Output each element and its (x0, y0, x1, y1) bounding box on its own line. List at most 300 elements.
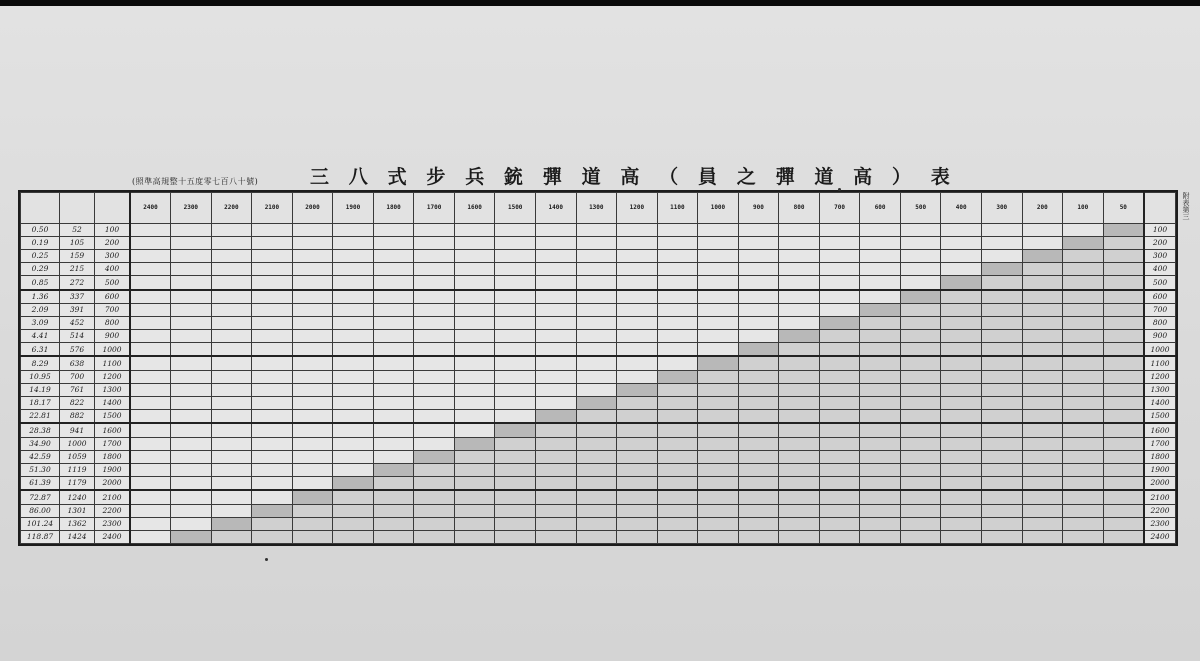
trajectory-cell (779, 224, 820, 237)
sight-range-cell: 1300 (95, 383, 131, 396)
trajectory-cell (130, 437, 171, 450)
trajectory-cell (414, 476, 455, 490)
trajectory-cell (130, 356, 171, 370)
trajectory-cell (576, 356, 617, 370)
trajectory-cell (657, 410, 698, 424)
distance-header: 800 (779, 193, 820, 224)
trajectory-cell (211, 276, 252, 290)
trajectory-cell (292, 250, 333, 263)
trajectory-cell (1063, 276, 1104, 290)
trajectory-cell (1022, 276, 1063, 290)
trajectory-cell (252, 410, 293, 424)
trajectory-cell (1063, 237, 1104, 250)
drop-value-cell: 34.90 (21, 437, 60, 450)
trajectory-cell (617, 356, 658, 370)
distance-header: 700 (819, 193, 860, 224)
trajectory-cell (698, 263, 739, 276)
trajectory-cell (373, 263, 414, 276)
trajectory-cell (1103, 396, 1144, 409)
title-char: 表 (930, 166, 950, 188)
trajectory-cell (576, 237, 617, 250)
trajectory-cell (1063, 490, 1104, 504)
time-value-cell: 452 (60, 317, 95, 330)
trajectory-cell (130, 224, 171, 237)
trajectory-cell (698, 410, 739, 424)
trajectory-cell (900, 410, 941, 424)
trajectory-cell (941, 276, 982, 290)
trajectory-cell (333, 276, 374, 290)
trajectory-cell (414, 303, 455, 316)
trajectory-cell (779, 317, 820, 330)
trajectory-cell (454, 356, 495, 370)
trajectory-cell (252, 290, 293, 304)
trajectory-cell (738, 290, 779, 304)
sight-range-cell: 1000 (95, 343, 131, 357)
trajectory-cell (779, 396, 820, 409)
trajectory-cell (211, 303, 252, 316)
trajectory-cell (941, 423, 982, 437)
trajectory-cell (860, 463, 901, 476)
trajectory-cell (900, 250, 941, 263)
trajectory-cell (738, 343, 779, 357)
trajectory-cell (130, 383, 171, 396)
table-row (21, 396, 1176, 409)
trajectory-cell (738, 263, 779, 276)
trajectory-cell (819, 463, 860, 476)
time-value-cell: 1362 (60, 517, 95, 530)
trajectory-cell (1063, 504, 1104, 517)
trajectory-cell (130, 237, 171, 250)
trajectory-cell (454, 437, 495, 450)
sight-range-cell: 100 (95, 224, 131, 237)
trajectory-cell (1103, 290, 1144, 304)
trajectory-cell (576, 463, 617, 476)
paper-speck (838, 188, 841, 191)
trajectory-cell (860, 504, 901, 517)
trajectory-cell (414, 370, 455, 383)
trajectory-cell (981, 303, 1022, 316)
trajectory-cell (414, 383, 455, 396)
trajectory-cell (373, 463, 414, 476)
trajectory-cell (981, 263, 1022, 276)
trajectory-cell (981, 224, 1022, 237)
trajectory-cell (1063, 343, 1104, 357)
trajectory-table (18, 190, 1178, 546)
trajectory-cell (1103, 276, 1144, 290)
drop-value-cell: 118.87 (21, 530, 60, 543)
table-row (21, 317, 1176, 330)
trajectory-cell (981, 356, 1022, 370)
trajectory-cell (738, 317, 779, 330)
trajectory-cell (211, 530, 252, 543)
trajectory-cell (698, 530, 739, 543)
drop-value-cell: 51.30 (21, 463, 60, 476)
trajectory-cell (779, 263, 820, 276)
table-row (21, 370, 1176, 383)
sight-range-cell: 900 (95, 330, 131, 343)
table-row (21, 383, 1176, 396)
trajectory-cell (1103, 263, 1144, 276)
trajectory-cell (171, 383, 212, 396)
trajectory-cell (657, 290, 698, 304)
trajectory-cell (738, 330, 779, 343)
trajectory-cell (1063, 303, 1104, 316)
trajectory-cell (171, 290, 212, 304)
trajectory-cell (981, 423, 1022, 437)
trajectory-cell (292, 276, 333, 290)
trajectory-cell (576, 396, 617, 409)
table-row (21, 490, 1176, 504)
trajectory-cell (1022, 410, 1063, 424)
trajectory-cell (252, 517, 293, 530)
table-row (21, 290, 1176, 304)
paper-speck (265, 558, 268, 561)
trajectory-cell (698, 504, 739, 517)
trajectory-cell (130, 450, 171, 463)
trajectory-cell (941, 317, 982, 330)
drop-value-cell: 28.38 (21, 423, 60, 437)
trajectory-cell (130, 504, 171, 517)
trajectory-cell (819, 410, 860, 424)
range-label-cell: 1000 (1144, 343, 1176, 357)
trajectory-cell (535, 410, 576, 424)
trajectory-cell (1103, 383, 1144, 396)
table-row (21, 423, 1176, 437)
trajectory-cell (900, 303, 941, 316)
title-char: 銃 (503, 166, 523, 188)
drop-value-cell: 0.85 (21, 276, 60, 290)
range-label-cell: 300 (1144, 250, 1176, 263)
trajectory-cell (454, 237, 495, 250)
trajectory-cell (576, 423, 617, 437)
trajectory-cell (860, 517, 901, 530)
trajectory-cell (617, 330, 658, 343)
trajectory-cell (1103, 370, 1144, 383)
trajectory-cell (292, 463, 333, 476)
trajectory-cell (941, 383, 982, 396)
time-value-cell: 1119 (60, 463, 95, 476)
trajectory-cell (333, 517, 374, 530)
time-value-cell: 941 (60, 423, 95, 437)
trajectory-cell (454, 290, 495, 304)
trajectory-cell (211, 476, 252, 490)
trajectory-cell (333, 370, 374, 383)
trajectory-cell (657, 383, 698, 396)
trajectory-cell (211, 237, 252, 250)
trajectory-cell (171, 530, 212, 543)
time-value-cell: 215 (60, 263, 95, 276)
title-char: 道 (814, 166, 834, 188)
trajectory-cell (414, 437, 455, 450)
trajectory-cell (657, 224, 698, 237)
trajectory-cell (211, 450, 252, 463)
time-value-cell: 638 (60, 356, 95, 370)
drop-value-cell: 4.41 (21, 330, 60, 343)
distance-header: 2100 (252, 193, 293, 224)
time-value-cell: 52 (60, 224, 95, 237)
trajectory-cell (576, 290, 617, 304)
trajectory-cell (414, 317, 455, 330)
trajectory-cell (1063, 317, 1104, 330)
title-char: 彈 (775, 166, 795, 188)
table-row (21, 276, 1176, 290)
table-row (21, 263, 1176, 276)
trajectory-cell (698, 490, 739, 504)
sight-range-cell: 600 (95, 290, 131, 304)
trajectory-cell (900, 343, 941, 357)
trajectory-cell (495, 410, 536, 424)
trajectory-cell (535, 250, 576, 263)
trajectory-cell (981, 250, 1022, 263)
trajectory-cell (414, 450, 455, 463)
trajectory-cell (252, 276, 293, 290)
trajectory-cell (900, 237, 941, 250)
trajectory-cell (860, 250, 901, 263)
trajectory-cell (292, 237, 333, 250)
trajectory-cell (738, 517, 779, 530)
trajectory-cell (292, 303, 333, 316)
trajectory-cell (576, 383, 617, 396)
trajectory-cell (860, 410, 901, 424)
trajectory-cell (657, 356, 698, 370)
trajectory-cell (252, 476, 293, 490)
trajectory-cell (900, 276, 941, 290)
trajectory-cell (171, 517, 212, 530)
trajectory-cell (535, 356, 576, 370)
trajectory-cell (941, 504, 982, 517)
trajectory-cell (981, 317, 1022, 330)
trajectory-cell (779, 437, 820, 450)
trajectory-cell (900, 490, 941, 504)
trajectory-cell (535, 396, 576, 409)
table-row (21, 343, 1176, 357)
trajectory-cell (576, 317, 617, 330)
trajectory-cell (454, 343, 495, 357)
trajectory-cell (292, 343, 333, 357)
trajectory-cell (900, 517, 941, 530)
trajectory-cell (576, 410, 617, 424)
trajectory-cell (779, 303, 820, 316)
trajectory-cell (535, 504, 576, 517)
distance-header: 2000 (292, 193, 333, 224)
table-row (21, 463, 1176, 476)
range-label-cell: 600 (1144, 290, 1176, 304)
trajectory-cell (779, 383, 820, 396)
trajectory-cell (738, 450, 779, 463)
trajectory-cell (941, 356, 982, 370)
trajectory-cell (819, 317, 860, 330)
time-value-cell: 882 (60, 410, 95, 424)
trajectory-cell (252, 504, 293, 517)
table-row (21, 437, 1176, 450)
table-row (21, 330, 1176, 343)
trajectory-cell (495, 517, 536, 530)
trajectory-cell (819, 276, 860, 290)
time-value-cell: 1301 (60, 504, 95, 517)
trajectory-cell (657, 330, 698, 343)
trajectory-cell (698, 517, 739, 530)
trajectory-cell (657, 276, 698, 290)
range-label-cell: 1700 (1144, 437, 1176, 450)
sight-range-cell: 200 (95, 237, 131, 250)
trajectory-cell (617, 276, 658, 290)
trajectory-cell (333, 530, 374, 543)
trajectory-cell (535, 290, 576, 304)
trajectory-cell (171, 463, 212, 476)
title-char: 高 (620, 166, 640, 188)
sight-range-cell: 2200 (95, 504, 131, 517)
trajectory-cell (617, 463, 658, 476)
trajectory-cell (373, 450, 414, 463)
trajectory-cell (211, 317, 252, 330)
table-row (21, 504, 1176, 517)
trajectory-cell (1063, 437, 1104, 450)
trajectory-cell (535, 517, 576, 530)
trajectory-cell (900, 370, 941, 383)
trajectory-cell (860, 530, 901, 543)
trajectory-cell (576, 343, 617, 357)
trajectory-cell (860, 224, 901, 237)
trajectory-cell (454, 517, 495, 530)
trajectory-cell (292, 383, 333, 396)
trajectory-cell (454, 396, 495, 409)
trajectory-cell (373, 224, 414, 237)
trajectory-cell (495, 237, 536, 250)
distance-header: 2400 (130, 193, 171, 224)
trajectory-cell (130, 396, 171, 409)
trajectory-cell (779, 276, 820, 290)
trajectory-cell (941, 303, 982, 316)
trajectory-cell (454, 504, 495, 517)
range-label-cell: 100 (1144, 224, 1176, 237)
trajectory-cell (414, 423, 455, 437)
trajectory-cell (860, 370, 901, 383)
trajectory-cell (941, 370, 982, 383)
range-label-cell: 2200 (1144, 504, 1176, 517)
trajectory-cell (819, 303, 860, 316)
trajectory-cell (454, 330, 495, 343)
trajectory-cell (414, 330, 455, 343)
trajectory-cell (130, 250, 171, 263)
trajectory-cell (981, 343, 1022, 357)
trajectory-cell (130, 476, 171, 490)
trajectory-cell (617, 343, 658, 357)
trajectory-cell (576, 450, 617, 463)
range-label-cell: 1300 (1144, 383, 1176, 396)
trajectory-cell (373, 356, 414, 370)
trajectory-cell (333, 343, 374, 357)
trajectory-cell (981, 450, 1022, 463)
range-label-cell: 1600 (1144, 423, 1176, 437)
trajectory-cell (454, 530, 495, 543)
trajectory-cell (535, 370, 576, 383)
trajectory-cell (779, 450, 820, 463)
trajectory-cell (252, 490, 293, 504)
trajectory-cell (738, 396, 779, 409)
trajectory-cell (576, 263, 617, 276)
trajectory-cell (292, 330, 333, 343)
trajectory-cell (1022, 330, 1063, 343)
trajectory-cell (292, 517, 333, 530)
drop-value-cell: 0.50 (21, 224, 60, 237)
range-label-cell: 2300 (1144, 517, 1176, 530)
trajectory-cell (1022, 317, 1063, 330)
range-label-cell: 1400 (1144, 396, 1176, 409)
trajectory-cell (1022, 504, 1063, 517)
trajectory-cell (333, 450, 374, 463)
range-label-cell: 1500 (1144, 410, 1176, 424)
trajectory-cell (130, 463, 171, 476)
trajectory-cell (576, 250, 617, 263)
trajectory-cell (171, 343, 212, 357)
trajectory-cell (698, 396, 739, 409)
trajectory-cell (617, 450, 658, 463)
table-caption: (照準高規整十五度零七百八十號) (132, 177, 259, 186)
trajectory-cell (779, 250, 820, 263)
trajectory-cell (981, 504, 1022, 517)
trajectory-cell (292, 530, 333, 543)
trajectory-cell (576, 370, 617, 383)
trajectory-cell (373, 237, 414, 250)
trajectory-cell (617, 437, 658, 450)
sight-range-cell: 2400 (95, 530, 131, 543)
drop-value-cell: 6.31 (21, 343, 60, 357)
trajectory-cell (657, 450, 698, 463)
trajectory-cell (535, 263, 576, 276)
trajectory-cell (171, 276, 212, 290)
trajectory-cell (414, 490, 455, 504)
trajectory-cell (171, 224, 212, 237)
trajectory-cell (414, 263, 455, 276)
trajectory-cell (495, 383, 536, 396)
table-row (21, 517, 1176, 530)
trajectory-cell (211, 250, 252, 263)
trajectory-cell (981, 463, 1022, 476)
distance-header: 1700 (414, 193, 455, 224)
range-label-cell: 1900 (1144, 463, 1176, 476)
trajectory-cell (292, 356, 333, 370)
trajectory-cell (617, 250, 658, 263)
trajectory-cell (860, 396, 901, 409)
sight-range-cell: 1200 (95, 370, 131, 383)
trajectory-cell (1022, 224, 1063, 237)
trajectory-cell (900, 317, 941, 330)
trajectory-cell (1063, 476, 1104, 490)
trajectory-cell (211, 356, 252, 370)
trajectory-cell (211, 370, 252, 383)
trajectory-cell (1022, 490, 1063, 504)
trajectory-cell (171, 423, 212, 437)
trajectory-cell (860, 303, 901, 316)
title-char: 彈 (542, 166, 562, 188)
title-char: 八 (348, 166, 368, 188)
trajectory-cell (333, 224, 374, 237)
trajectory-cell (1063, 263, 1104, 276)
trajectory-cell (576, 517, 617, 530)
trajectory-cell (414, 237, 455, 250)
trajectory-cell (130, 517, 171, 530)
trajectory-cell (454, 490, 495, 504)
drop-value-cell: 1.36 (21, 290, 60, 304)
trajectory-cell (454, 450, 495, 463)
time-value-cell: 391 (60, 303, 95, 316)
trajectory-cell (981, 530, 1022, 543)
trajectory-cell (535, 476, 576, 490)
trajectory-cell (657, 343, 698, 357)
trajectory-cell (130, 330, 171, 343)
trajectory-cell (617, 476, 658, 490)
trajectory-cell (779, 517, 820, 530)
